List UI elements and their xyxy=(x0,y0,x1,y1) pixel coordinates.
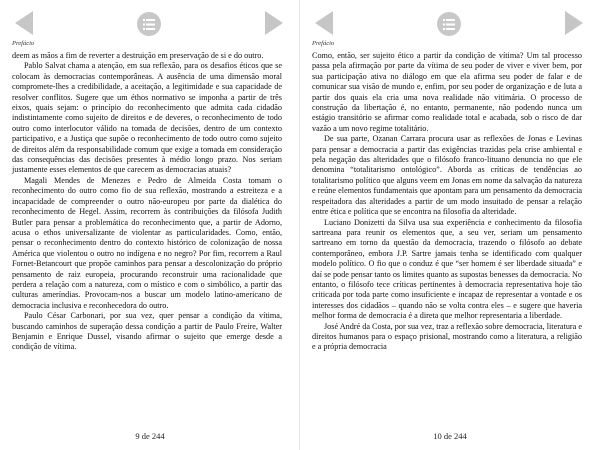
paragraph: Magali Mendes de Menezes e Pedro de Almeida Costa tomam o reconhecimento do outro como fio de sua reflexão, mostrando a estreiteza e a incapacidade de compreender o outro não-europeu por parte da dialética do reconhecimento de Hegel. Assim, recorrem às contribuições da filósofa Judith Butler para pensar a problemática do reconhecimento que, a partir de Adorno, acusa o ethos universalizante de violentar as particularidades. Como, então, pensar o reconhecimento dentro do contexto histórico de colonização de nossa América que violentou o outro no indígena e no negro? Por fim, recorrem a Raul Fornet-Betancourt que propõe caminhos para pensar a descolonização do próprio pensamento de raiz europeia, procurando reconstruir uma racionalidade que perdera a relação com a natureza, com o místico e com o simbólico, a partir das culturas ameríndias. Provocam-nos a buscar um modelo latino-americano de democracia inclusiva e reconhecedora do outro. xyxy=(12,175,282,310)
paragraph: deem as mãos a fim de reverter a destruição em preservação de si e do outro. xyxy=(12,51,264,60)
paragraph: Luciano Donizetti da Silva usa sua experiência e conhecimento da filosofia sartreana para reunir os elementos que, a seu ver, seriam um pensamento sartreano em torno da questão da democracia, trazendo o filósofo ao debate contemporâneo, embora J.P. Sartre jamais tenha se identificado com qualquer modelo político. O fio que o conduz é que “ser homem é ser liberdade situada” e daí se pode pensar tanto os limites quanto as supostas benesses da democracia. No entanto, o filósofo tece críticas pertinentes à democracia representativa hoje tão criticada por toda parte como insuficiente e incapaz de representar a vontade e os interesses dos cidadãos – quando não se volta contra eles – e sugere que haveria melhor forma de democracia é a direta que melhor representaria a liberdade. xyxy=(312,217,582,321)
triangle-left-icon xyxy=(315,11,333,35)
next-page-button[interactable] xyxy=(560,8,588,38)
paragraph: De sua parte, Ozanan Carrara procura usar as reflexões de Jonas e Levinas para pensar a democracia a partir das exigências trazidas pela crise ambiental e pela negação das alteridades que o filósofo franco-lituano denuncia no que ele denomina “totalitarismo ontológico”. Aborda as críticas de tendências ao totalitarismo político que alguns veem em Jonas em nome da salvação da natureza e reúne elementos fundamentais que apontam para um pensamento da democracia respeitadora das alteridades a partir de um modo insuitado de pensar a relação entre ética e política que se encontra na filosofia da alteridade. xyxy=(312,134,582,217)
list-icon xyxy=(143,19,155,30)
page-number: 10 de 244 xyxy=(433,431,467,441)
menu-button[interactable] xyxy=(437,12,461,36)
paragraph: Como, então, ser sujeito ético a partir da condição de vítima? Um tal processo passa pela afirmação por parte da vítima de seu poder de viver e viver bem, por sua participação ativa no diálogo em que ela afirma seu poder de falar e de comunicar sua visão de mundo e, enfim, por seu poder de organização e de luta a partir dos quais ela cria uma nova realidade não vitimária. O processo de construção da libertação é, no entanto, permanente, não podendo nunca um estágio transitório se afirmar como realidade total e acabada, sob o risco de dar vazão a um novo regime totalitário. xyxy=(312,51,582,133)
triangle-right-icon xyxy=(565,11,583,35)
running-head: Prefácio xyxy=(12,40,35,47)
previous-page-button[interactable] xyxy=(310,8,338,38)
list-icon xyxy=(443,19,455,30)
next-page-button[interactable] xyxy=(260,8,288,38)
left-nav-bar xyxy=(0,8,300,38)
right-nav-bar xyxy=(300,8,600,38)
right-page xyxy=(300,0,600,450)
page-text xyxy=(312,51,582,353)
triangle-right-icon xyxy=(265,11,283,35)
page-number: 9 de 244 xyxy=(135,431,165,441)
paragraph: Paulo César Carbonari, por sua vez, quer pensar a condição da vítima, buscando caminhos de superação dessa condição a partir de Paulo Freire, Walter Benjamin e Enrique Dussel, visando afirmar o sujeito que emerge desde a condição de vítima. xyxy=(12,311,282,352)
running-head: Prefácio xyxy=(312,40,335,47)
menu-button[interactable] xyxy=(137,12,161,36)
previous-page-button[interactable] xyxy=(10,8,38,38)
triangle-left-icon xyxy=(15,11,33,35)
paragraph: José André da Costa, por sua vez, traz a reflexão sobre democracia, literatura e direitos humanos para o espaço prisional, mostrando como a literatura, a religião e a própria democracia xyxy=(312,321,582,352)
paragraph: Pablo Salvat chama a atenção, em sua reflexão, para os desafios éticos que se colocam às democracias contemporâneas. A ausência de uma dimensão moral compromete-lhes a credibilidade, a aceitação, a legitimidade e sua capacidade de resolver conflitos. Sugere que um éthos normativo se imponha a partir de três eixos, quais sejam: o princípio do reconhecimento que admita cada cidadão indistintamente como sujeito de direitos e de deveres, o reconhecimento de todo outro como interlocutor válido na tomada de decisões, dentro de um contexto participativo, e a Justiça que supõe o reconhecimento de todo outro como sujeito de direitos além da responsabilidade comum que exige a tomada em consideração das consequências das decisões presentes à médio longo prazo. Nos seriam justamente esses elementos de que carecem as democracias atuais? xyxy=(12,61,282,175)
page-text xyxy=(12,51,282,353)
